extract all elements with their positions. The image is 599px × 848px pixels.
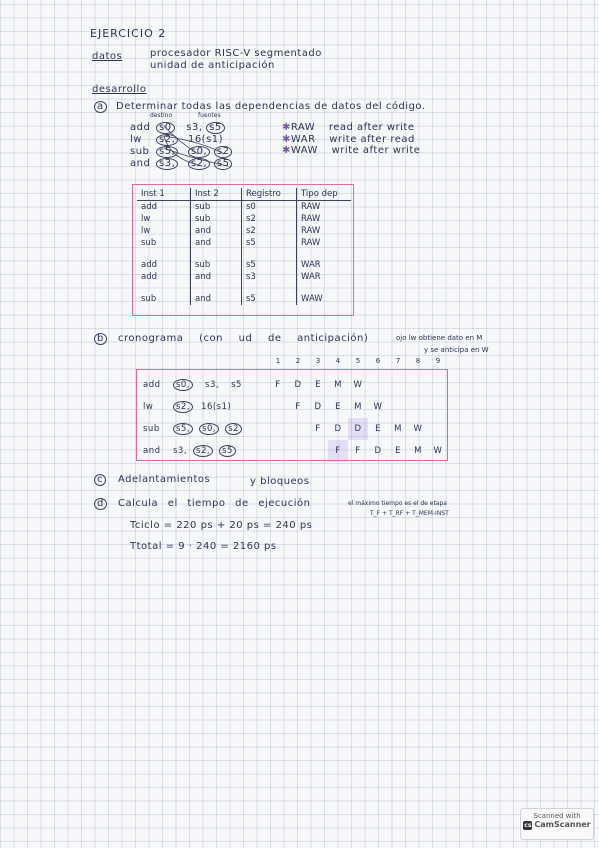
dependency-table	[137, 188, 351, 305]
col-header: Inst 2	[191, 188, 242, 201]
table-row: sub and s5 RAW	[137, 237, 351, 249]
scanner-line-1: Scanned with	[533, 812, 581, 820]
datos-label: datos	[92, 51, 123, 62]
table-row: lw sub s2 RAW	[137, 213, 351, 225]
tciclo-line: Tciclo = 220 ps + 20 ps = 240 ps	[130, 520, 313, 531]
section-d-formula: T_F + T_RF + T_MEM-INST	[370, 510, 449, 517]
note-lw-line-1: ojo lw obtiene dato en M	[396, 334, 483, 342]
crono-instr: and s3, s2, s5	[143, 440, 242, 462]
crono-stage-row: F F D E M W	[268, 440, 448, 462]
dependency-arrows	[150, 118, 240, 173]
crono-stage-row: F D D E M W	[268, 418, 448, 440]
table-row	[137, 283, 351, 293]
camscanner-logo-icon: cs	[524, 822, 532, 829]
section-c-title: Adelantamientos	[118, 474, 211, 485]
cronograma-stages	[268, 374, 448, 462]
section-d-note: el máximo tiempo es el de etapa	[348, 500, 447, 507]
section-a-title: Determinar todas las dependencias de datos del código.	[116, 101, 426, 112]
code-line: sub s5, s0, s2	[130, 146, 232, 158]
legend-item: ✱WAW write after write	[282, 145, 421, 156]
crono-stage-row: F D E M W	[275, 380, 363, 390]
table-row: add and s3 WAR	[137, 271, 351, 283]
datos-line-1: procesador RISC-V segmentado	[150, 48, 322, 59]
col-header: Inst 1	[137, 188, 191, 201]
crono-instr: lw s2, 16(s1)	[143, 402, 232, 412]
cronograma-instructions	[143, 374, 242, 462]
legend-item: ✱WAR write after read	[282, 133, 415, 145]
crono-instr: sub s5, s0, s2	[143, 418, 242, 440]
datos-line-2: unidad de anticipación	[150, 60, 275, 71]
section-c-extra: y bloqueos	[250, 476, 310, 487]
table-row: add sub s0 RAW	[137, 201, 351, 214]
desarrollo-label: desarrollo	[92, 84, 147, 95]
code-line: lw s2, 16(s1)	[130, 134, 224, 145]
note-lw-line-2: y se anticipa en W	[424, 346, 489, 354]
legend-item: ✱RAW read after write	[282, 122, 415, 133]
section-b-title: cronograma (con ud de anticipación)	[118, 333, 369, 344]
section-b-marker: b	[94, 333, 107, 345]
crono-stage-row: F D E M W	[295, 402, 383, 412]
ttotal-line: Ttotal = 9 · 240 = 2160 ps	[130, 541, 277, 552]
code-line: and s3, s2, s5	[130, 158, 232, 170]
annot-fuentes: fuentes	[198, 112, 221, 119]
scanner-line-2: cs CamScanner	[524, 820, 591, 829]
section-c-marker: c	[94, 474, 106, 486]
table-header-row	[137, 188, 351, 201]
exercise-title: EJERCICIO 2	[90, 27, 167, 40]
annot-destino: destino	[150, 112, 173, 119]
crono-instr: add s0, s3, s5	[143, 380, 242, 390]
cycle-header: 1 2 3 4 5 6 7 8 9	[275, 357, 441, 365]
scanner-badge	[520, 808, 594, 840]
section-d-title: Calcula el tiempo de ejecución	[118, 498, 311, 509]
code-line: add s0 s3, s5	[130, 122, 232, 134]
col-header: Registro	[242, 188, 297, 201]
dependency-legend	[282, 122, 420, 157]
col-header: Tipo dep	[297, 188, 352, 201]
table-row	[137, 249, 351, 259]
table-row: lw and s2 RAW	[137, 225, 351, 237]
table-row: add sub s5 WAR	[137, 259, 351, 271]
section-d-marker: d	[94, 498, 107, 510]
table-row: sub and s5 WAW	[137, 293, 351, 305]
section-a-marker: a	[94, 101, 107, 113]
